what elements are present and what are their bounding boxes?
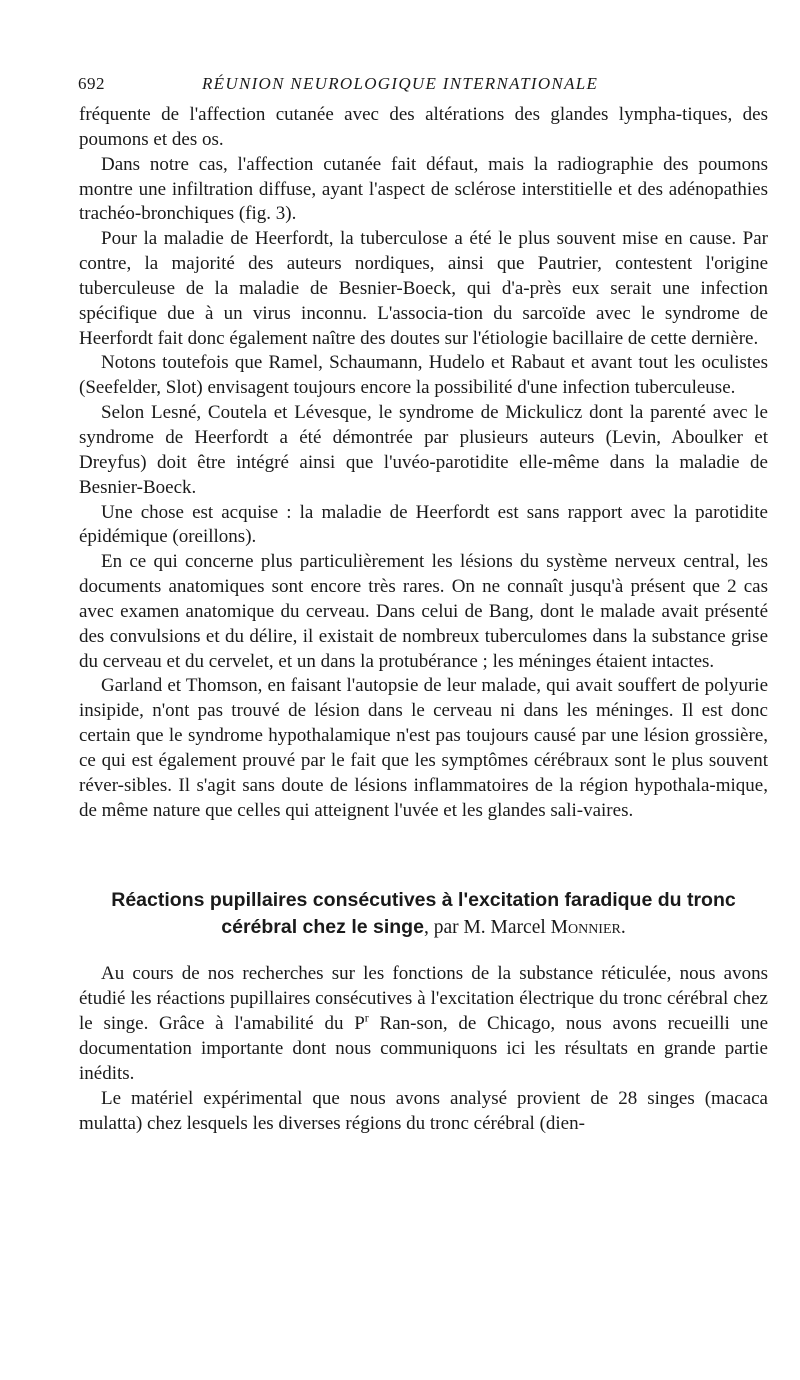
- paragraph: Notons toutefois que Ramel, Schaumann, Hudelo et Rabaut et avant tout les oculistes (Seefelder, Slot) envisagent toujours encore la possibilité d'une infection tuberculeuse.: [79, 352, 768, 399]
- paragraph: Pour la maladie de Heerfordt, la tuberculose a été le plus souvent mise en cause. Par contre, la majorité des auteurs nordiques, ainsi que Pautrier, contestent l'origine tuberculeuse de la maladie de Besnier-Boeck, qui d'a-près eux serait une infection spécifique due à un virus inconnu. L'associa-tion du sarcoïde avec le syndrome de Heerfordt fait donc également naître des doutes sur l'étiologie bacillaire de cette dernière.: [79, 228, 768, 349]
- paragraph: Une chose est acquise : la maladie de Heerfordt est sans rapport avec la parotidite épidémique (oreillons).: [79, 501, 768, 548]
- section-byline: , par M. Marcel: [423, 917, 546, 939]
- paragraph: En ce qui concerne plus particulièrement les lésions du système nerveux central, les documents anatomiques sont encore très rares. On ne connaît jusqu'à présent que 2 cas avec examen anatomique du cerveau. Dans celui de Bang, dont le malade avait présenté des convulsions et du délire, il existait de nombreux tuberculomes dans la substance grise du cerveau et du cervelet, et un dans la protubérance ; les méninges étaient intactes.: [79, 551, 768, 672]
- superscript: r: [364, 1010, 369, 1025]
- section-byline-end: .: [620, 917, 626, 939]
- paragraph-text: Ran-son, de Chicago, nous avons recueilli une documentation importante dont nous communiquons ici les résultats en grande partie inédits.: [79, 1013, 768, 1084]
- page-header: [78, 74, 768, 98]
- paragraph: Garland et Thomson, en faisant l'autopsie de leur malade, qui avait souffert de polyurie insipide, n'ont pas trouvé de lésion dans le cerveau ni dans les méninges. Il est donc certain que le syndrome hypothalamique n'est pas toujours causé par une lésion grossière, ce qui est également prouvé par le fait que les symptômes cérébraux sont le plus souvent réver-sibles. Il s'agit sans doute de lésions inflammatoires de la région hypothala-mique, de même nature que celles qui atteignent l'uvée et les glandes sali-vaires.: [79, 675, 768, 821]
- paragraph: [79, 962, 768, 1086]
- running-title: RÉUNION NEUROLOGIQUE INTERNATIONALE: [202, 74, 599, 93]
- paragraph: Selon Lesné, Coutela et Lévesque, le syndrome de Mickulicz dont la parenté avec le syndrome de Heerfordt a été démontrée par plusieurs auteurs (Levin, Aboulker et Dreyfus) doit être intégré ainsi que l'uvéo-parotidite elle-même dans la maladie de Besnier-Boeck.: [79, 402, 768, 498]
- paragraph: Le matériel expérimental que nous avons analysé provient de 28 singes (macaca mulatta) chez lesquels les diverses régions du tronc cérébral (dien-: [79, 1087, 768, 1134]
- page-number: 692: [78, 74, 105, 93]
- section-title: Réactions pupillaires consécutives à l'excitation faradique du tronc cérébral chez le singe: [111, 889, 736, 939]
- paragraph-text: Au cours de nos recherches sur les fonctions de la substance réticulée, nous avons étudié les réactions pupillaires consécutives à l'excitation électrique du tronc cérébral chez le singe. Grâce à l'amabilité du P: [79, 963, 768, 1035]
- paragraph-continued: fréquente de l'affection cutanée avec des altérations des glandes lympha-tiques, des poumons et des os.: [79, 104, 768, 150]
- section-gap: [79, 941, 768, 962]
- article-body: [79, 103, 768, 1136]
- paragraph: Dans notre cas, l'affection cutanée fait défaut, mais la radiographie des poumons montre une infiltration diffuse, ayant l'aspect de sclérose interstitielle et des adénopathies trachéo-bronchiques (fig. 3).: [79, 153, 768, 225]
- section-heading: [79, 887, 768, 941]
- section-author: Monnier: [550, 917, 621, 939]
